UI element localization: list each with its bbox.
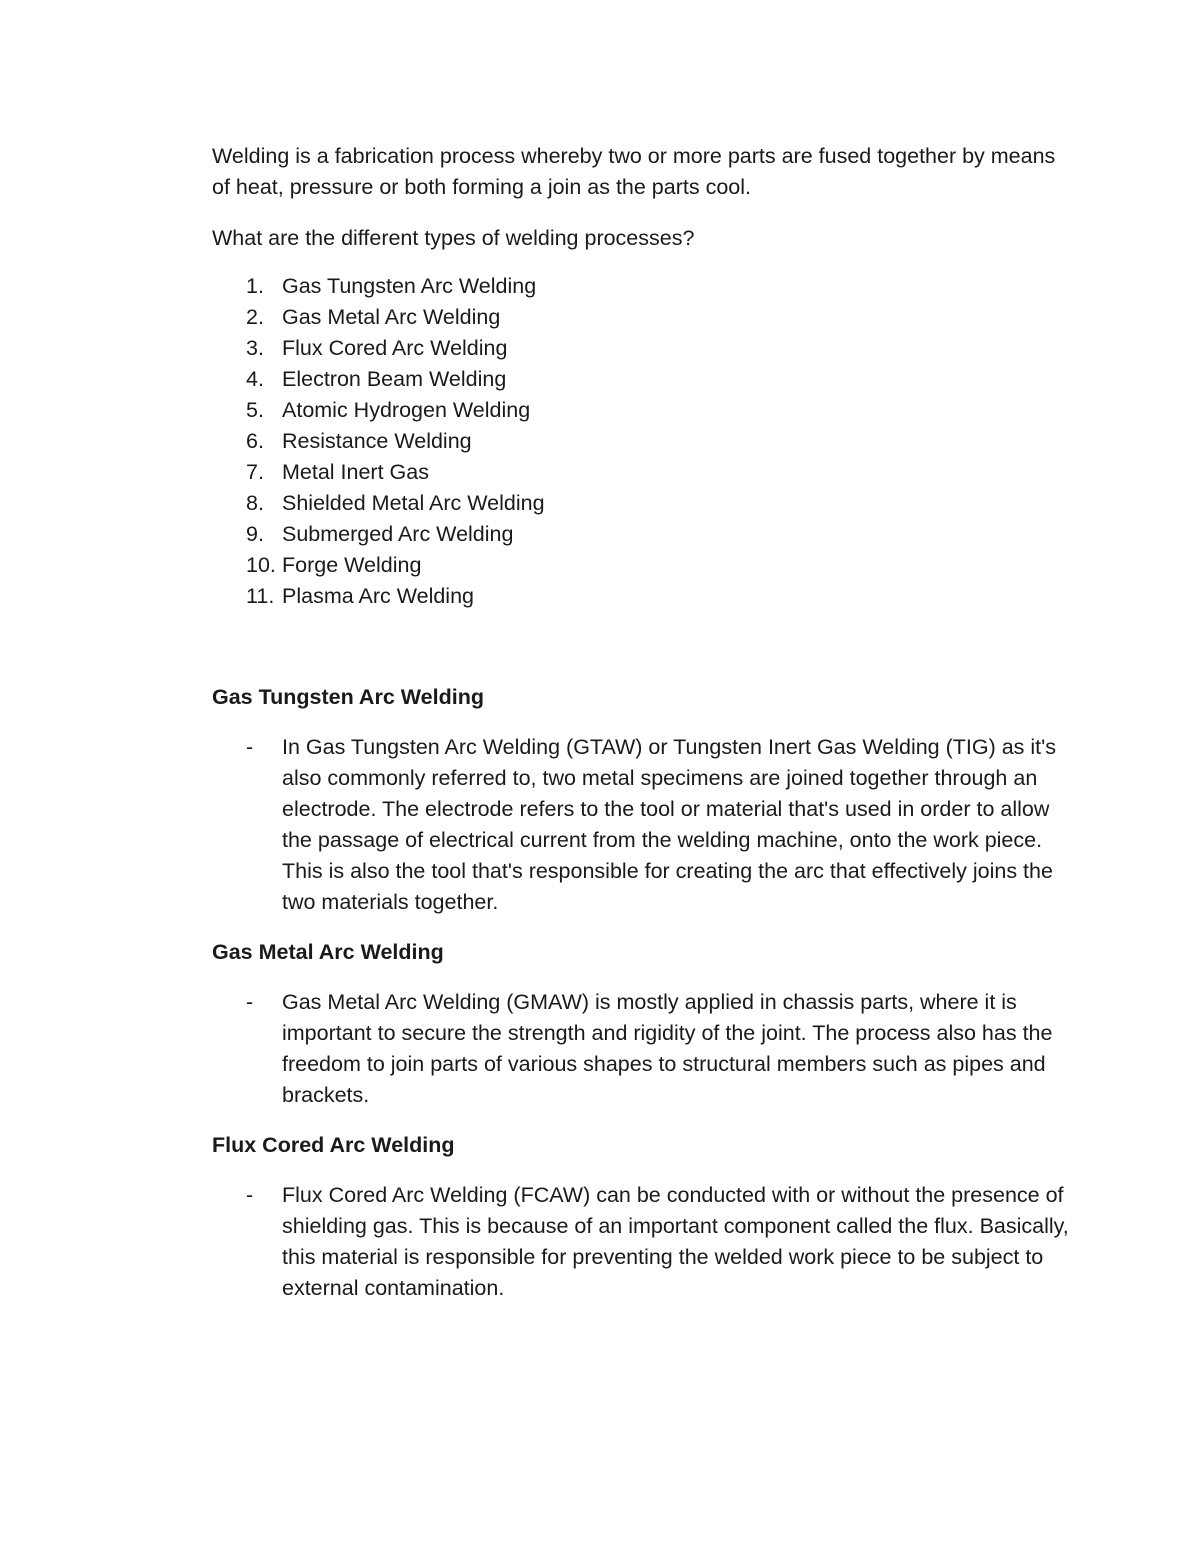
section-spacer [212, 612, 1072, 682]
list-item-label: Metal Inert Gas [282, 460, 429, 484]
bullet-text: Flux Cored Arc Welding (FCAW) can be conducted with or without the presence of shielding gas. This is because of an important component called the flux. Basically, this material is responsible for preventing the welded work piece to be subject to external contamination. [282, 1183, 1069, 1300]
document-page [212, 141, 1072, 1323]
list-number: 10. [246, 553, 276, 577]
list-item-label: Electron Beam Welding [282, 367, 507, 391]
list-item [212, 457, 1072, 488]
bullet-text: In Gas Tungsten Arc Welding (GTAW) or Tungsten Inert Gas Welding (TIG) as it's also commonly referred to, two metal specimens are joined together through an electrode. The electrode refers to the tool or material that's used in order to allow the passage of electrical current from the welding machine, onto the work piece. This is also the tool that's responsible for creating the arc that effectively joins the two materials together. [282, 735, 1057, 914]
section-gmaw [212, 937, 1072, 1111]
list-number: 11. [246, 584, 275, 608]
list-item-label: Gas Tungsten Arc Welding [282, 274, 537, 298]
list-item [212, 581, 1072, 612]
welding-types-list [212, 271, 1072, 612]
section-heading: Gas Tungsten Arc Welding [212, 685, 484, 709]
question-paragraph: What are the different types of welding processes? [212, 226, 695, 250]
list-item [212, 395, 1072, 426]
list-number: 1. [246, 274, 264, 298]
list-item [212, 333, 1072, 364]
list-item-label: Flux Cored Arc Welding [282, 336, 508, 360]
list-item-label: Shielded Metal Arc Welding [282, 491, 545, 515]
list-item [212, 550, 1072, 581]
list-item-label: Gas Metal Arc Welding [282, 305, 501, 329]
bullet-text: Gas Metal Arc Welding (GMAW) is mostly applied in chassis parts, where it is important to secure the strength and rigidity of the joint. The process also has the freedom to join parts of various shapes to structural members such as pipes and brackets. [282, 990, 1053, 1107]
list-item [212, 426, 1072, 457]
section-heading: Flux Cored Arc Welding [212, 1133, 455, 1157]
list-item [212, 302, 1072, 333]
bullet-dash: - [246, 1183, 254, 1207]
intro-paragraph: Welding is a fabrication process whereby two or more parts are fused together by means of heat, pressure or both forming a join as the parts cool. [212, 144, 1056, 199]
list-item-label: Forge Welding [282, 553, 422, 577]
bullet-dash: - [246, 990, 254, 1014]
list-item-label: Plasma Arc Welding [282, 584, 474, 608]
list-item-label: Submerged Arc Welding [282, 522, 514, 546]
list-number: 7. [246, 460, 264, 484]
list-number: 4. [246, 367, 264, 391]
bullet-item [212, 732, 1072, 918]
bullet-item [212, 987, 1072, 1111]
section-fcaw [212, 1130, 1072, 1304]
list-number: 5. [246, 398, 264, 422]
list-number: 9. [246, 522, 264, 546]
bullet-item [212, 1180, 1072, 1304]
list-number: 6. [246, 429, 264, 453]
list-number: 2. [246, 305, 264, 329]
list-item [212, 364, 1072, 395]
bullet-dash: - [246, 735, 254, 759]
list-item [212, 519, 1072, 550]
list-number: 8. [246, 491, 264, 515]
list-item [212, 488, 1072, 519]
list-item-label: Resistance Welding [282, 429, 472, 453]
list-item [212, 271, 1072, 302]
section-gtaw [212, 682, 1072, 918]
list-item-label: Atomic Hydrogen Welding [282, 398, 531, 422]
list-number: 3. [246, 336, 264, 360]
section-heading: Gas Metal Arc Welding [212, 940, 444, 964]
